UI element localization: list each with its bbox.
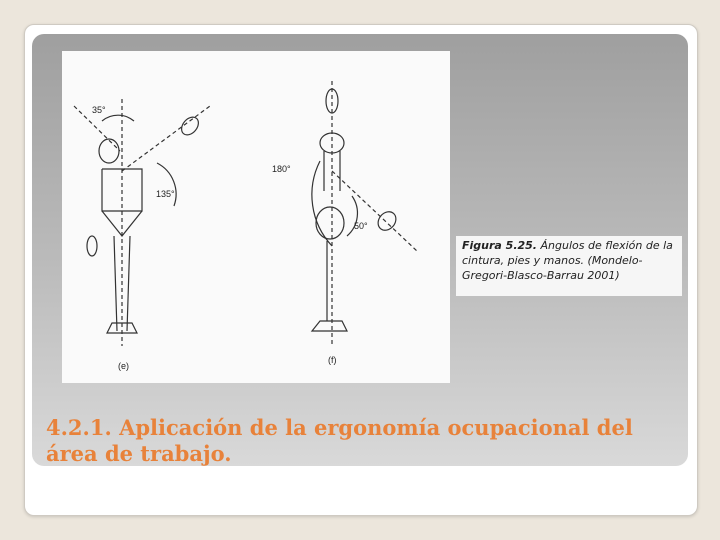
figure-f-arc-180 [312,161,332,246]
label-angle-50: 50° [354,221,368,231]
caption-text: Ángulos de flexión de la cintura, pies y manos. (Mondelo-Gregori-Blasco-Barrau 2001) [462,239,673,282]
label-angle-35: 35° [92,105,106,115]
label-angle-180: 180° [272,164,291,174]
figure-e-leg-left [114,236,117,331]
caption-lead: Figura 5.25. [462,239,537,252]
label-panel-f: (f) [328,355,337,365]
figure-caption [456,236,682,296]
figure-e-arc-35 [102,115,134,121]
figure-f-foot [312,321,347,331]
figure-e-arc-135 [157,163,176,206]
figure-drawing [62,51,450,383]
figure-f-torso [316,207,344,239]
label-panel-e: (e) [118,361,129,371]
label-angle-135: 135° [156,189,175,199]
figure-f-arm-line [332,171,417,251]
ergonomic-angles-figure [62,51,450,383]
slide-title: 4.2.1. Aplicación de la ergonomía ocupacional del área de trabajo. [46,415,633,466]
figure-e-head [99,139,119,163]
figure-e-hand [178,114,202,138]
figure-e-arm-line-right [122,106,210,171]
figure-e-hand-low [87,236,97,256]
figure-f-hand [374,208,399,234]
figure-f-head [320,133,344,153]
figure-e-leg-right [127,236,130,331]
